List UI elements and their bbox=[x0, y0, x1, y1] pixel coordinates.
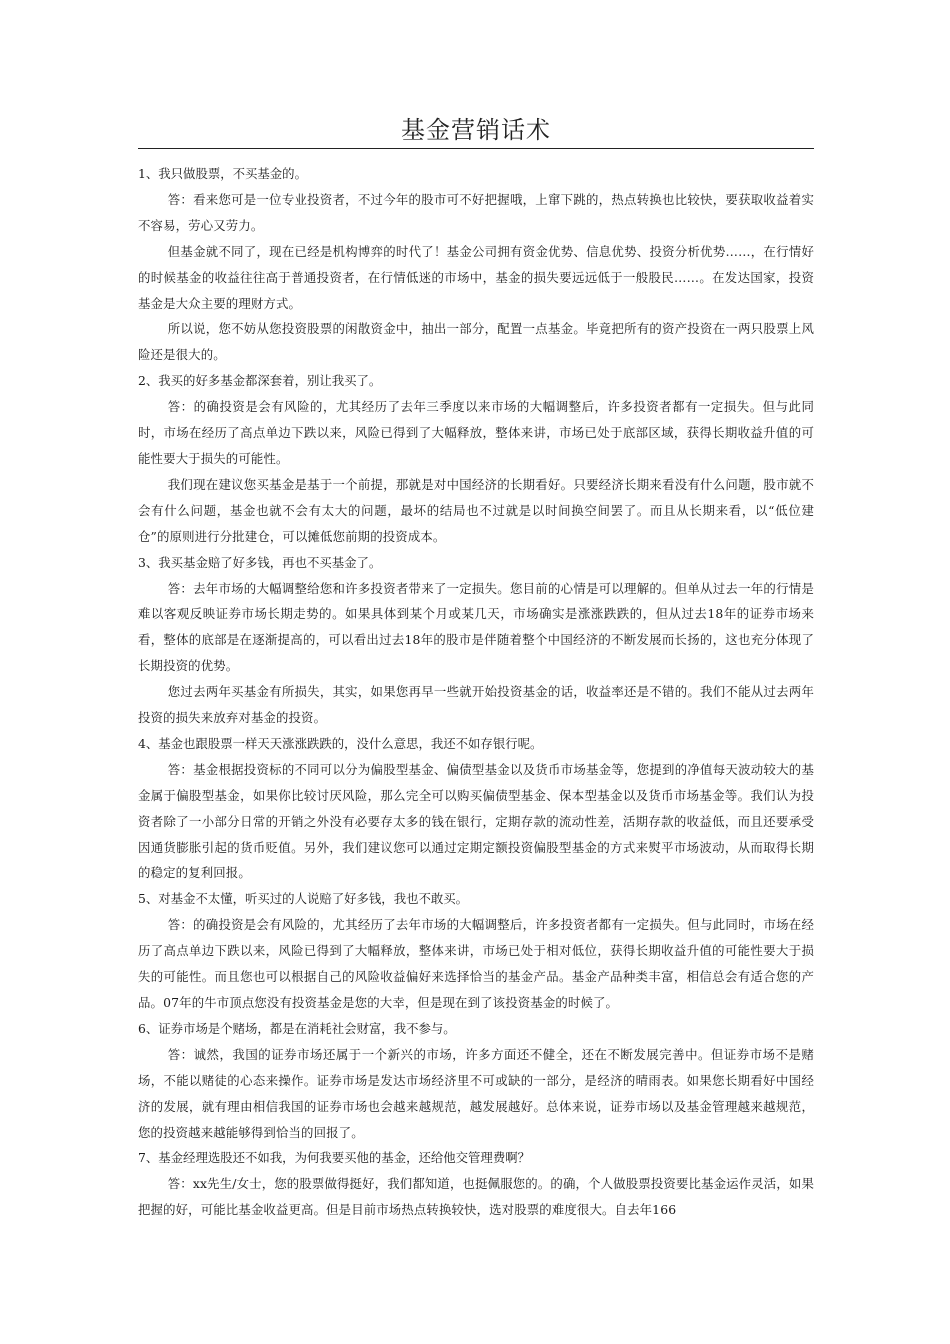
section-2 bbox=[138, 368, 814, 549]
answer-paragraph: 答：看来您可是一位专业投资者，不过今年的股市可不好把握哦，上窜下跳的，热点转换也比较快，要获取收益着实不容易，劳心又劳力。 bbox=[138, 191, 814, 233]
answer-paragraph: 答：xx先生/女士，您的股票做得挺好，我们都知道，也挺佩服您的。的确，个人做股票投资要比基金运作灵活，如果把握的好，可能比基金收益更高。但是目前市场热点转换较快，选对股票的难度很大。自去年166 bbox=[138, 1176, 814, 1218]
question-heading: 1、我只做股票，不买基金的。 bbox=[138, 166, 307, 181]
answer-paragraph: 答：基金根据投资标的不同可以分为偏股型基金、偏债型基金以及货币市场基金等，您提到的净值每天波动较大的基金属于偏股型基金，如果你比较讨厌风险，那么完全可以购买偏债型基金、保本型基金以及货币市场基金等。我们认为投资者除了一小部分日常的开销之外没有必要存太多的钱在银行，定期存款的流动性差，活期存款的收益低，而且还要承受因通货膨胀引起的货币贬值。另外，我们建议您可以通过定期定额投资偏股型基金的方式来熨平市场波动，从而取得长期的稳定的复利回报。 bbox=[138, 761, 814, 881]
document-page bbox=[138, 112, 814, 1223]
question-heading: 2、我买的好多基金都深套着，别让我买了。 bbox=[138, 373, 382, 389]
section-4 bbox=[138, 731, 814, 886]
section-5 bbox=[138, 886, 814, 1016]
question-heading: 4、基金也跟股票一样天天涨涨跌跌的，没什么意思，我还不如存银行呢。 bbox=[138, 735, 543, 751]
answer-paragraph: 但基金就不同了，现在已经是机构博弈的时代了！基金公司拥有资金优势、信息优势、投资分析优势……，在行情好的时候基金的收益往往高于普通投资者，在行情低迷的市场中，基金的损失要远远低于一般股民……。在发达国家，投资基金是大众主要的理财方式。 bbox=[138, 243, 814, 311]
section-3 bbox=[138, 550, 814, 731]
section-6 bbox=[138, 1016, 814, 1146]
answer-paragraph: 答：的确投资是会有风险的，尤其经历了去年市场的大幅调整后，许多投资者都有一定损失。但与此同时，市场在经历了高点单边下跌以来，风险已得到了大幅释放，整体来讲，市场已处于相对低位，获得长期收益升值的可能性要大于损失的可能性。而且您也可以根据自己的风险收益偏好来选择恰当的基金产品。基金产品种类丰富，相信总会有适合您的产品。07年的牛市顶点您没有投资基金是您的大幸，但是现在到了该投资基金的时候了。 bbox=[138, 917, 814, 1010]
question-heading: 6、证券市场是个赌场，都是在消耗社会财富，我不参与。 bbox=[138, 1020, 456, 1036]
page-title: 基金营销话术 bbox=[138, 112, 814, 149]
answer-paragraph: 所以说，您不妨从您投资股票的闲散资金中，抽出一部分，配置一点基金。毕竟把所有的资产投资在一两只股票上风险还是很大的。 bbox=[138, 321, 814, 363]
question-heading: 3、我买基金赔了好多钱，再也不买基金了。 bbox=[138, 554, 382, 570]
answer-paragraph: 答：去年市场的大幅调整给您和许多投资者带来了一定损失。您目前的心情是可以理解的。但单从过去一年的行情是难以客观反映证券市场长期走势的。如果具体到某个月或某几天，市场确实是涨涨跌跌的，但从过去18年的证券市场来看，整体的底部是在逐渐提高的，可以看出过去18年的股市是伴随着整个中国经济的不断发展而长扬的，这也充分体现了长期投资的优势。 bbox=[138, 580, 814, 674]
question-heading: 7、基金经理选股还不如我，为何我要买他的基金，还给他交管理费啊？ bbox=[138, 1150, 530, 1166]
answer-paragraph: 我们现在建议您买基金是基于一个前提，那就是对中国经济的长期看好。只要经济长期来看没有什么问题，股市就不会有什么问题，基金也就不会有太大的问题，最坏的结局也不过就是以时间换空间罢了。而且从长期来看，以“低位建仓”的原则进行分批建仓，可以摊低您前期的投资成本。 bbox=[138, 476, 814, 544]
question-heading: 5、对基金不太懂，听买过的人说赔了好多钱，我也不敢买。 bbox=[138, 891, 469, 907]
answer-paragraph: 答：的确投资是会有风险的，尤其经历了去年三季度以来市场的大幅调整后，许多投资者都有一定损失。但与此同时，市场在经历了高点单边下跌以来，风险已得到了大幅释放，整体来讲，市场已处于底部区域，获得长期收益升值的可能性要大于损失的可能性。 bbox=[138, 399, 814, 466]
section-1 bbox=[138, 161, 814, 368]
answer-paragraph: 答：诚然，我国的证券市场还属于一个新兴的市场，许多方面还不健全，还在不断发展完善中。但证券市场不是赌场，不能以赌徒的心态来操作。证券市场是发达市场经济里不可或缺的一部分，是经济的晴雨表。如果您长期看好中国经济的发展，就有理由相信我国的证券市场也会越来越规范，越发展越好。总体来说，证券市场以及基金管理越来越规范，您的投资越来越能够得到恰当的回报了。 bbox=[138, 1046, 814, 1140]
section-7 bbox=[138, 1145, 814, 1223]
answer-paragraph: 您过去两年买基金有所损失，其实，如果您再早一些就开始投资基金的话，收益率还是不错的。我们不能从过去两年投资的损失来放弃对基金的投资。 bbox=[138, 684, 814, 726]
